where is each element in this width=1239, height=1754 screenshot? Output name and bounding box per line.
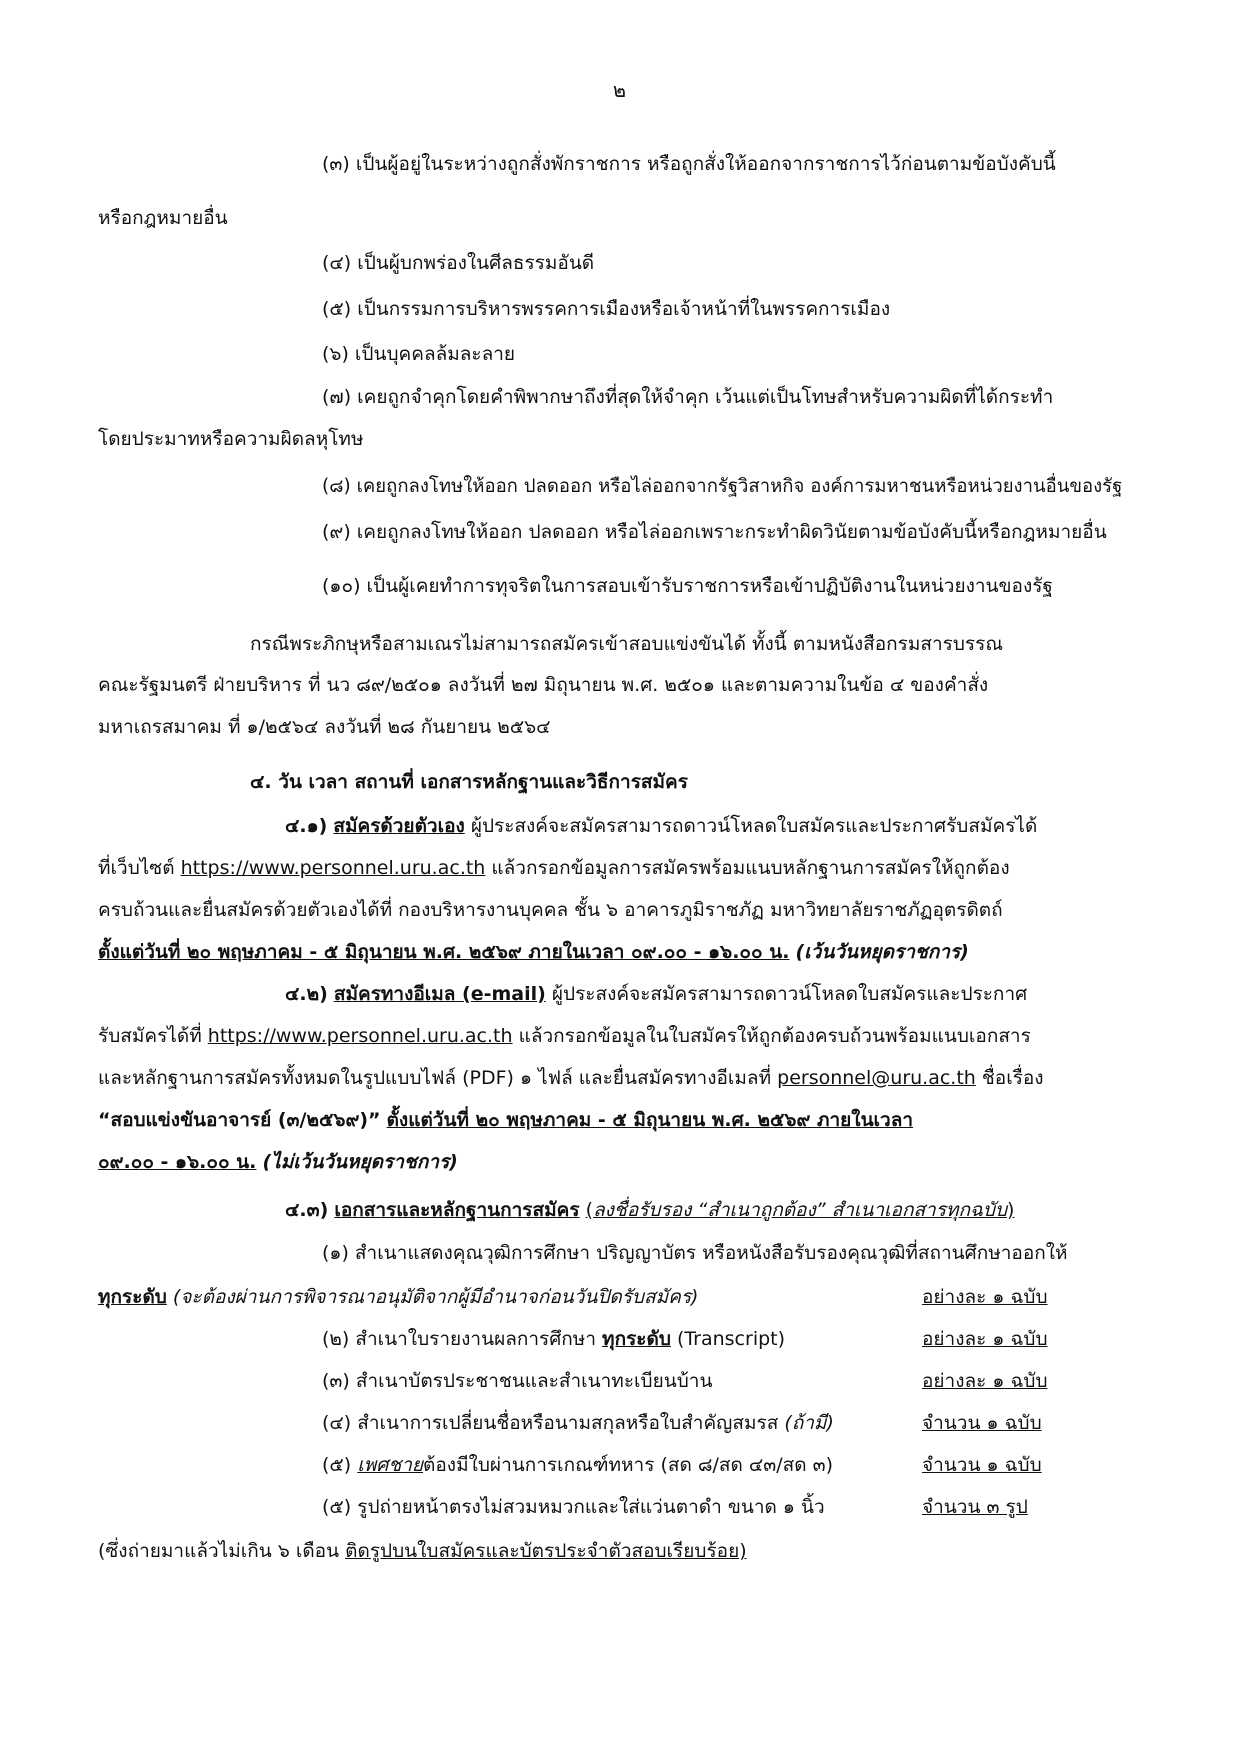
item-6: (๖) เป็นบุคคลล้มละลาย [322, 343, 516, 365]
item-3-line-1: (๓) เป็นผู้อยู่ในระหว่างถูกสั่งพักราชการ หรือถูกสั่งให้ออกจากราชการไว้ก่อนตามข้อบังคับนี้ [322, 153, 1056, 175]
doc-2-all-levels: ทุกระดับ [602, 1328, 671, 1350]
s41-number: ๔.๑) [285, 815, 328, 837]
s43-note-close: ) [1007, 1199, 1015, 1221]
doc-4-if-any: (ถ้ามี) [784, 1412, 834, 1434]
s42-website-link[interactable]: https://www.personnel.uru.ac.th [207, 1025, 513, 1047]
doc-3-quantity: อย่างละ ๑ ฉบับ [922, 1370, 1048, 1392]
s41-line-1 [285, 812, 1037, 840]
item-5: (๕) เป็นกรรมการบริหารพรรคการเมืองหรือเจ้าหน้าที่ในพรรคการเมือง [322, 298, 891, 320]
doc-5-text: ต้องมีใบผ่านการเกณฑ์ทหาร (สด ๘/สด ๔๓/สด ๓) [423, 1454, 834, 1476]
s42-subject: “สอบแข่งขันอาจารย์ (๓/๒๕๖๙)” [98, 1109, 381, 1131]
s41-line-1-text: ผู้ประสงค์จะสมัครสามารถดาวน์โหลดใบสมัครและประกาศรับสมัครได้ [470, 815, 1038, 837]
s42-line-1 [285, 980, 1027, 1008]
item-9: (๙) เคยถูกลงโทษให้ออก ปลดออก หรือไล่ออกเพราะกระทำผิดวินัยตามข้อบังคับนี้หรือกฎหมายอื่น [322, 521, 1107, 543]
doc-5-quantity: จำนวน ๑ ฉบับ [922, 1454, 1042, 1476]
doc-1-all-levels: ทุกระดับ [98, 1286, 167, 1308]
doc-6-line-2 [98, 1537, 747, 1565]
doc-1-approval-note: (จะต้องผ่านการพิจารณาอนุมัติจากผู้มีอำนาจก่อนวันปิดรับสมัคร) [172, 1286, 699, 1308]
s42-line-3-text: และหลักฐานการสมัครทั้งหมดในรูปแบบไฟล์ (PDF) ๑ ไฟล์ และยื่นสมัครทางอีเมลที่ [98, 1067, 772, 1089]
s41-title: สมัครด้วยตัวเอง [333, 815, 465, 837]
doc-2 [322, 1325, 785, 1353]
doc-5 [322, 1451, 833, 1479]
s41-website-label: ที่เว็บไซต์ [98, 857, 175, 879]
s43-title: เอกสารและหลักฐานการสมัคร [334, 1199, 580, 1221]
s43-note [586, 1199, 1015, 1221]
s42-line-5 [98, 1148, 458, 1176]
s43-number: ๔.๓) [285, 1199, 329, 1221]
doc-2-text: (๒) สำเนาใบรายงานผลการศึกษา [322, 1328, 596, 1350]
s42-time: ๐๙.๐๐ - ๑๖.๐๐ น. [98, 1151, 257, 1173]
item-7-line-2: โดยประมาทหรือความผิดลหุโทษ [98, 428, 364, 450]
s42-line-4 [98, 1106, 913, 1134]
doc-4-quantity: จำนวน ๑ ฉบับ [922, 1412, 1042, 1434]
s42-subject-label: ชื่อเรื่อง [981, 1067, 1044, 1089]
section-4-heading: ๔. วัน เวลา สถานที่ เอกสารหลักฐานและวิธีการสมัคร [250, 771, 688, 793]
monk-note-line-3: มหาเถรสมาคม ที่ ๑/๒๕๖๔ ลงวันที่ ๒๘ กันยายน ๒๕๖๔ [98, 716, 551, 738]
s43-note-certified: “สำเนาถูกต้อง” [697, 1199, 826, 1221]
doc-1-line-1: (๑) สำเนาแสดงคุณวุฒิการศึกษา ปริญญาบัตร หรือหนังสือรับรองคุณวุฒิที่สถานศึกษาออกให้ [322, 1242, 1068, 1264]
s43-note-open: ( [585, 1199, 593, 1221]
s41-line-2 [98, 854, 1010, 882]
doc-1-line-2 [98, 1283, 698, 1311]
doc-6-attach-note: ติดรูปบนใบสมัครและบัตรประจำตัวสอบเรียบร้อย) [345, 1540, 747, 1562]
s41-line-2-text: แล้วกรอกข้อมูลการสมัครพร้อมแนบหลักฐานการสมัครให้ถูกต้อง [491, 857, 1010, 879]
s41-line-3: ครบถ้วนและยื่นสมัครด้วยตัวเองได้ที่ กองบริหารงานบุคคล ชั้น ๖ อาคารภูมิราชภัฏ มหาวิทยาลัยราชภัฏอุตรดิตถ์ [98, 899, 1003, 921]
s42-line-3 [98, 1064, 1044, 1092]
item-8: (๘) เคยถูกลงโทษให้ออก ปลดออก หรือไล่ออกจากรัฐวิสาหกิจ องค์การมหาชนหรือหน่วยงานอื่นของรัฐ [322, 476, 1123, 497]
s42-website-label: รับสมัครได้ที่ [98, 1025, 202, 1047]
s41-dates: ตั้งแต่วันที่ ๒๐ พฤษภาคม - ๕ มิถุนายน พ.ศ. ๒๕๖๙ ภายในเวลา ๐๙.๐๐ - ๑๖.๐๐ น. [98, 941, 790, 963]
s42-number: ๔.๒) [285, 983, 328, 1005]
s43-line-1 [285, 1196, 1014, 1224]
item-3-line-2: หรือกฎหมายอื่น [98, 207, 228, 229]
s41-website-link[interactable]: https://www.personnel.uru.ac.th [180, 857, 486, 879]
s41-line-4 [98, 938, 969, 966]
doc-2-transcript: (Transcript) [676, 1328, 786, 1350]
s42-email-link[interactable]: personnel@uru.ac.th [777, 1067, 976, 1089]
doc-2-quantity: อย่างละ ๑ ฉบับ [922, 1328, 1048, 1350]
doc-5-male: เพศชาย [357, 1454, 424, 1476]
monk-note-line-1: กรณีพระภิกษุหรือสามเณรไม่สามารถสมัครเข้าสอบแข่งขันได้ ทั้งนี้ ตามหนังสือกรมสารบรรณ [250, 633, 1003, 655]
doc-5-number: (๕) [322, 1454, 352, 1476]
item-7-line-1: (๗) เคยถูกจำคุกโดยคำพิพากษาถึงที่สุดให้จำคุก เว้นแต่เป็นโทษสำหรับความผิดที่ได้กระทำ [322, 386, 1054, 408]
s42-title: สมัครทางอีเมล (e-mail) [333, 983, 546, 1005]
s42-line-2 [98, 1022, 1031, 1050]
doc-6: (๕) รูปถ่ายหน้าตรงไม่สวมหมวกและใส่แว่นตาดำ ขนาด ๑ นิ้ว [322, 1496, 825, 1518]
doc-6-photo-age: (ซึ่งถ่ายมาแล้วไม่เกิน ๖ เดือน [98, 1540, 340, 1562]
s43-note-all-copies: สำเนาเอกสารทุกฉบับ [831, 1199, 1008, 1221]
doc-3: (๓) สำเนาบัตรประชาชนและสำเนาทะเบียนบ้าน [322, 1370, 713, 1392]
s42-line-2-text: แล้วกรอกข้อมูลในใบสมัครให้ถูกต้องครบถ้วนพร้อมแนบเอกสาร [518, 1025, 1031, 1047]
item-4: (๔) เป็นผู้บกพร่องในศีลธรรมอันดี [322, 252, 595, 274]
s42-holiday-note: (ไม่เว้นวันหยุดราชการ) [262, 1151, 458, 1173]
page-number: ๒ [612, 78, 627, 102]
doc-4-text: (๔) สำเนาการเปลี่ยนชื่อหรือนามสกุลหรือใบสำคัญสมรส [322, 1412, 779, 1434]
s42-line-1-text: ผู้ประสงค์จะสมัครสามารถดาวน์โหลดใบสมัครและประกาศ [551, 983, 1028, 1005]
item-10: (๑๐) เป็นผู้เคยทำการทุจริตในการสอบเข้ารับราชการหรือเข้าปฏิบัติงานในหน่วยงานของรัฐ [322, 575, 1053, 597]
doc-6-quantity: จำนวน ๓ รูป [922, 1496, 1028, 1518]
monk-note-line-2: คณะรัฐมนตรี ฝ่ายบริหาร ที่ นว ๘๙/๒๕๐๑ ลงวันที่ ๒๗ มิถุนายน พ.ศ. ๒๕๐๑ และตามความในข้อ ๔ ของคำสั่ง [98, 674, 989, 696]
s41-holiday-note: (เว้นวันหยุดราชการ) [795, 941, 969, 963]
doc-1-quantity: อย่างละ ๑ ฉบับ [922, 1286, 1048, 1308]
s43-note-sign: ลงชื่อรับรอง [593, 1199, 692, 1221]
s42-dates: ตั้งแต่วันที่ ๒๐ พฤษภาคม - ๕ มิถุนายน พ.ศ. ๒๕๖๙ ภายในเวลา [386, 1109, 914, 1131]
doc-4 [322, 1409, 834, 1437]
